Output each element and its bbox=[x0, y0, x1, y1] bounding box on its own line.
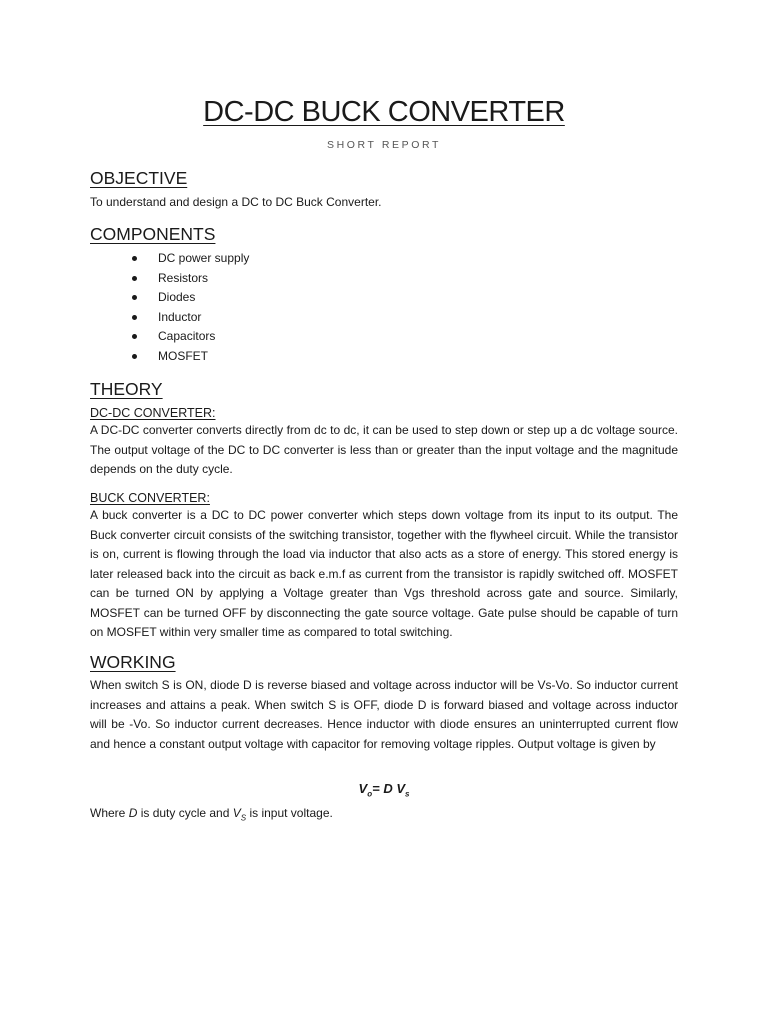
components-list bbox=[130, 249, 249, 367]
formula-lhs: V bbox=[358, 781, 368, 796]
objective-heading: OBJECTIVE bbox=[90, 168, 188, 188]
theory-heading: THEORY bbox=[90, 379, 163, 399]
list-item: Capacitors bbox=[130, 327, 249, 347]
input-voltage-subscript: S bbox=[240, 813, 247, 823]
buck-converter-text: A buck converter is a DC to DC power converter which steps down voltage from its input to its output. The Buck converter circuit consists of the switching transistor, together with the flywheel circuit. While the transistor is on, current is flowing through the load via inductor that also acts as a store of energy. This stored energy is later released back into the circuit as back e.m.f as current from the transistor is rapidly switched off. MOSFET can be turned ON by applying a Voltage greater than Vgs threshold across gate and source. Similarly, MOSFET can be turned OFF by disconnecting the gate source voltage. Gate pulse should be capable of turn on MOSFET within very smaller time as compared to total switching. bbox=[90, 508, 678, 639]
list-item: MOSFET bbox=[130, 347, 249, 367]
output-voltage-formula bbox=[0, 781, 768, 799]
components-heading: COMPONENTS bbox=[90, 224, 216, 244]
document-title: DC-DC BUCK CONVERTER bbox=[203, 96, 565, 128]
working-text: When switch S is ON, diode D is reverse biased and voltage across inductor will be Vs-Vo. So inductor current increases and attains a peak. When switch S is OFF, diode D is forward biased and voltage across inductor will be -Vo. So inductor current decreases. Hence inductor with diode ensures an uninterrupted current flow and hence a constant output voltage with capacitor for removing voltage ripples. Output voltage is given by bbox=[90, 678, 678, 751]
duty-cycle-symbol: D bbox=[128, 806, 138, 820]
explanation-suffix: is input voltage. bbox=[246, 806, 333, 820]
formula-explanation bbox=[90, 805, 333, 826]
formula-rhs: = D V bbox=[372, 781, 405, 796]
objective-text: To understand and design a DC to DC Buck Converter. bbox=[90, 195, 382, 209]
explanation-middle: is duty cycle and bbox=[137, 806, 233, 820]
list-item: Diodes bbox=[130, 288, 249, 308]
formula-lhs-subscript: o bbox=[367, 789, 373, 799]
input-voltage-symbol bbox=[232, 806, 247, 823]
input-voltage-letter: V bbox=[232, 806, 241, 820]
dcdc-converter-heading: DC-DC CONVERTER: bbox=[90, 406, 216, 420]
list-item: Inductor bbox=[130, 308, 249, 328]
list-item: Resistors bbox=[130, 269, 249, 289]
buck-converter-heading: BUCK CONVERTER: bbox=[90, 491, 210, 505]
formula-rhs-subscript: s bbox=[404, 789, 410, 799]
dcdc-converter-text: A DC-DC converter converts directly from dc to dc, it can be used to step down or step up a dc voltage source. The output voltage of the DC to DC converter is less than or greater than the input voltage and the magnitude depends on the duty cycle. bbox=[90, 423, 678, 476]
document-subtitle: SHORT REPORT bbox=[326, 139, 442, 151]
explanation-prefix: Where bbox=[90, 806, 129, 820]
working-heading: WORKING bbox=[90, 652, 176, 672]
list-item: DC power supply bbox=[130, 249, 249, 269]
